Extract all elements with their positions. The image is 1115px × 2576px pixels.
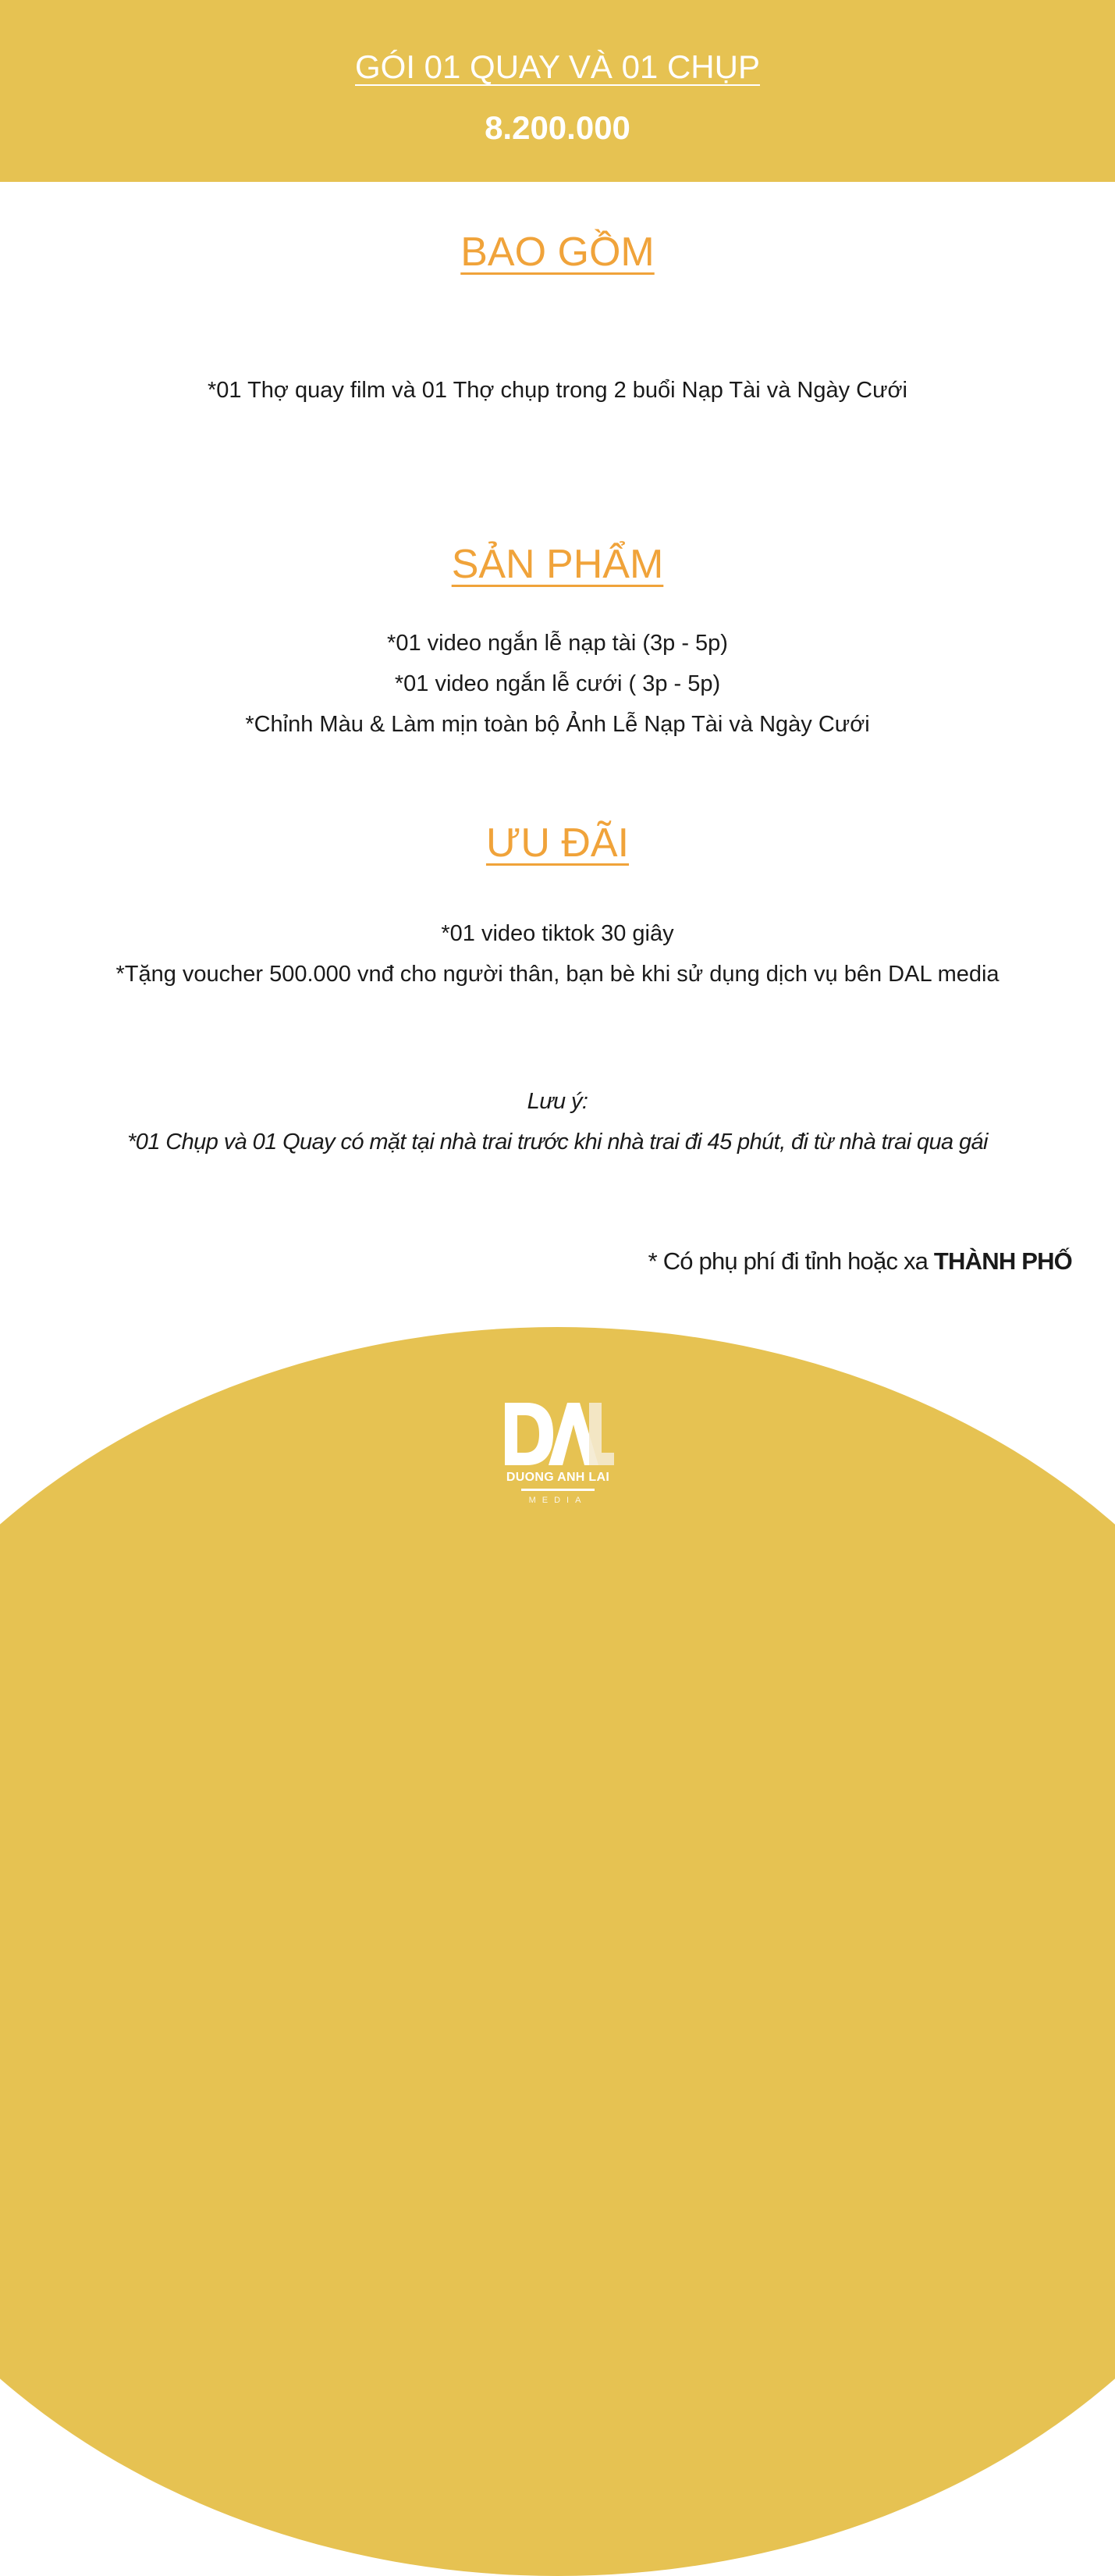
product-item: *Chỉnh Màu & Làm mịn toàn bộ Ảnh Lễ Nạp Tài và Ngày Cưới xyxy=(245,712,870,737)
logo-sub: MEDIA xyxy=(528,1496,588,1505)
package-title: GÓI 01 QUAY VÀ 01 CHỤP xyxy=(355,48,760,85)
offer-item: *Tặng voucher 500.000 vnđ cho người thân, bạn bè khi sử dụng dịch vụ bên DAL media xyxy=(115,962,1000,987)
bottom-arc xyxy=(0,1327,1115,2576)
surcharge-note xyxy=(648,1247,1072,1276)
included-heading: BAO GỒM xyxy=(460,229,655,275)
product-item: *01 video ngắn lễ nạp tài (3p - 5p) xyxy=(387,631,728,656)
included-item: *01 Thợ quay film và 01 Thợ chụp trong 2 buổi Nạp Tài và Ngày Cưới xyxy=(208,378,907,403)
header-band xyxy=(0,0,1115,182)
surcharge-prefix: * Có phụ phí đi tỉnh hoặc xa xyxy=(648,1247,934,1275)
offer-item: *01 video tiktok 30 giây xyxy=(441,921,674,946)
logo-divider xyxy=(521,1489,595,1491)
note-text: *01 Chụp và 01 Quay có mặt tại nhà trai trước khi nhà trai đi 45 phút, đi từ nhà trai qua gái xyxy=(127,1130,988,1155)
product-item: *01 video ngắn lễ cưới ( 3p - 5p) xyxy=(394,671,721,696)
surcharge-emphasis: THÀNH PHỐ xyxy=(933,1247,1072,1275)
offers-heading: ƯU ĐÃI xyxy=(485,820,630,866)
note-label: Lưu ý: xyxy=(527,1089,588,1114)
package-price: 8.200.000 xyxy=(485,109,630,146)
dal-logo-icon xyxy=(505,1401,614,1510)
logo-name: DUONG ANH LAI xyxy=(506,1471,610,1484)
products-heading: SẢN PHẨM xyxy=(451,542,664,587)
